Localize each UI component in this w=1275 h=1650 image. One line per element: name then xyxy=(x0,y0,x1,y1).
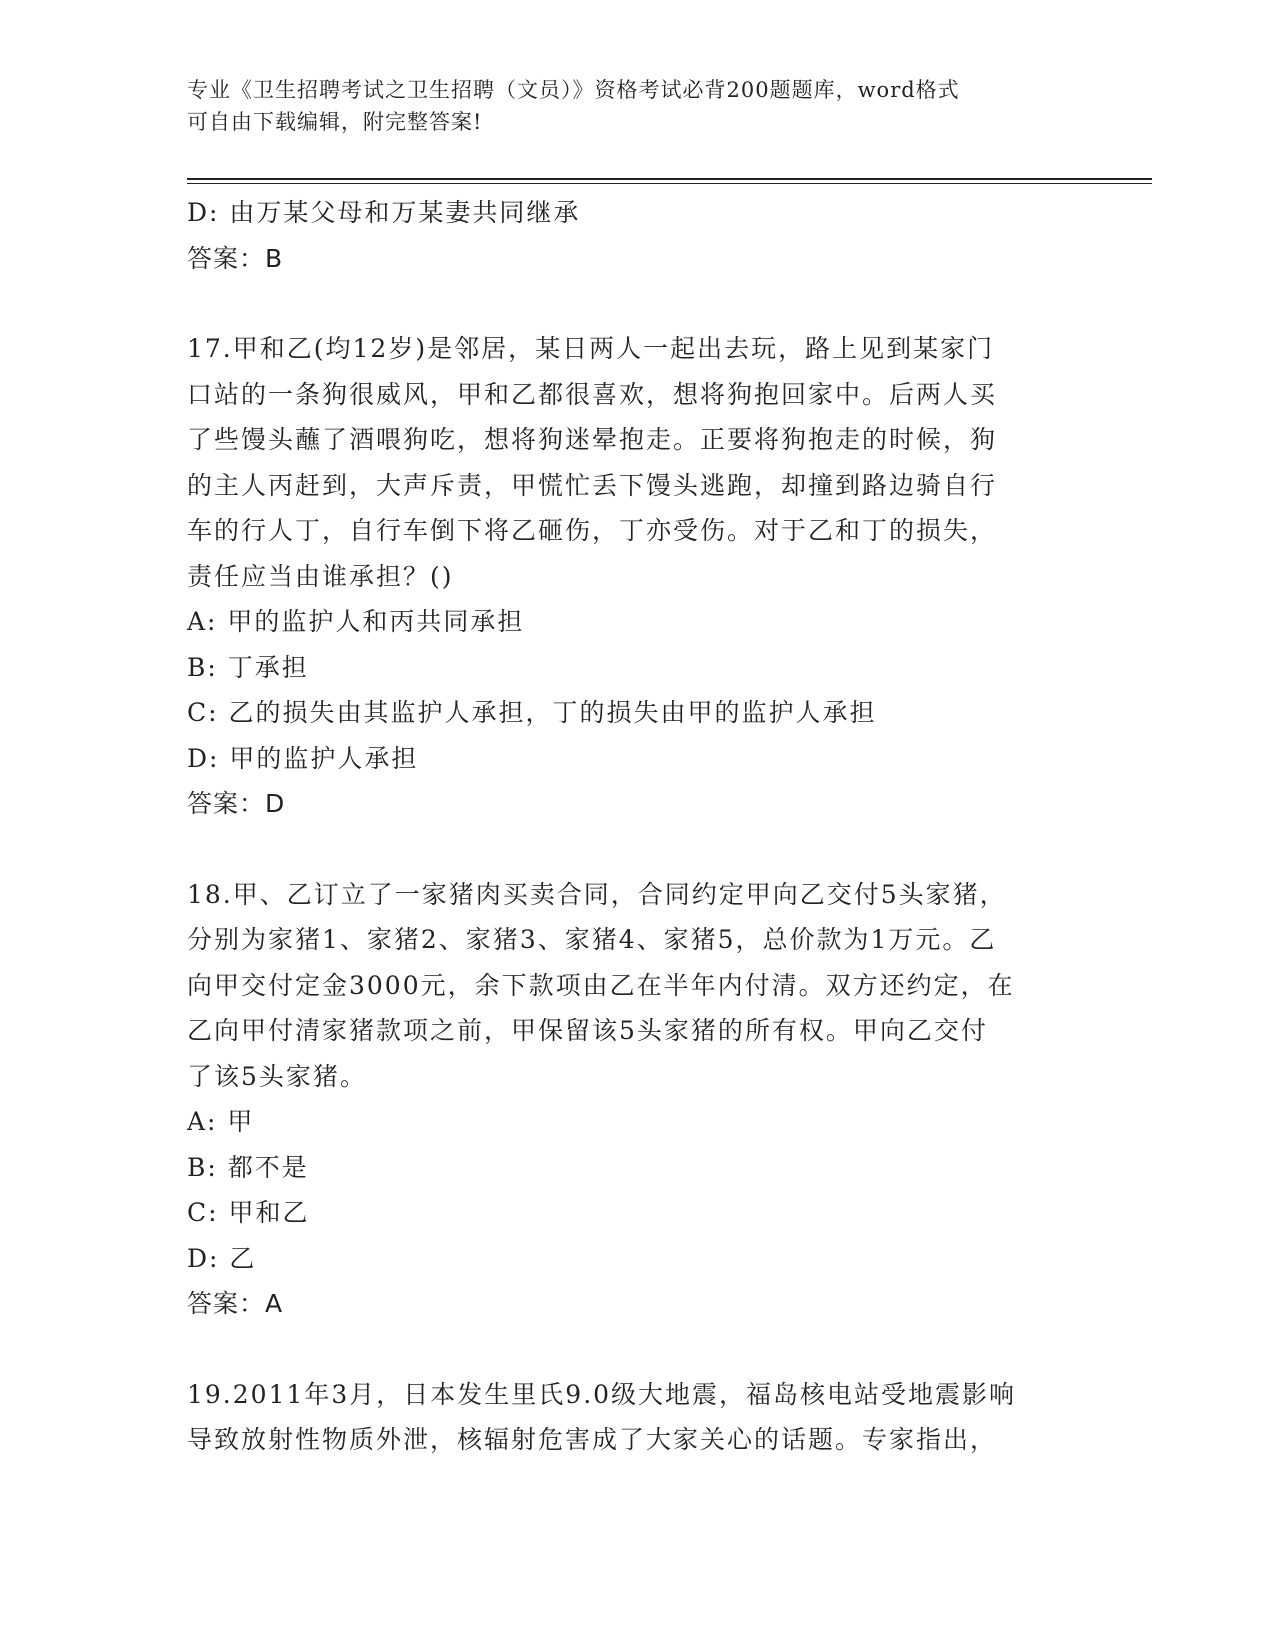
question-17 xyxy=(187,326,1087,827)
option-a: A: 甲 xyxy=(187,1107,255,1136)
header-line-2: 可自由下载编辑，附完整答案! xyxy=(187,110,483,134)
option-c: C: 甲和乙 xyxy=(187,1198,310,1227)
question-16-tail xyxy=(187,190,1087,281)
document-header xyxy=(187,74,1087,138)
question-19 xyxy=(187,1372,1087,1463)
answer: 答案：D xyxy=(187,789,286,818)
question-stem-line: 口站的一条狗很威风，甲和乙都很喜欢，想将狗抱回家中。后两人买 xyxy=(187,379,998,409)
question-stem-line: 车的行人丁，自行车倒下将乙砸伤，丁亦受伤。对于乙和丁的损失， xyxy=(187,516,998,545)
question-stem-line: 责任应当由谁承担？() xyxy=(187,561,454,591)
question-18 xyxy=(187,872,1087,1327)
question-stem-line: 分别为家猪1、家猪2、家猪3、家猪4、家猪5，总价款为1万元。乙 xyxy=(187,925,997,954)
answer: 答案：B xyxy=(187,243,284,273)
question-stem-line: 导致放射性物质外泄，核辐射危害成了大家关心的话题。专家指出， xyxy=(187,1425,998,1454)
header-rule-thin xyxy=(187,183,1152,184)
option-a: A: 甲的监护人和丙共同承担 xyxy=(187,607,525,636)
option-b: B: 丁承担 xyxy=(187,652,309,682)
question-stem-line: 的主人丙赶到，大声斥责，甲慌忙丢下馒头逃跑，却撞到路边骑自行 xyxy=(187,470,998,500)
question-stem-line: 了该5头家猪。 xyxy=(187,1061,367,1091)
option-d: D: 甲的监护人承担 xyxy=(187,743,419,773)
option-b: B: 都不是 xyxy=(187,1152,309,1182)
answer: 答案：A xyxy=(187,1289,284,1318)
option-d: D: 乙 xyxy=(187,1243,257,1273)
option-c: C: 乙的损失由其监护人承担，丁的损失由甲的监护人承担 xyxy=(187,698,877,727)
question-stem-line: 18.甲、乙订立了一家猪肉买卖合同，合同约定甲向乙交付5头家猪， xyxy=(187,879,1007,909)
question-stem-line: 17.甲和乙(均12岁)是邻居，某日两人一起出去玩，路上见到某家门 xyxy=(187,334,995,363)
question-stem-line: 乙向甲付清家猪款项之前，甲保留该5头家猪的所有权。甲向乙交付 xyxy=(187,1016,988,1045)
question-stem-line: 19.2011年3月，日本发生里氏9.0级大地震，福岛核电站受地震影响 xyxy=(187,1379,1017,1409)
option-d: D: 由万某父母和万某妻共同继承 xyxy=(187,198,581,227)
document-body xyxy=(187,190,1087,1463)
header-line-1: 专业《卫生招聘考试之卫生招聘（文员）》资格考试必背200题题库，word格式 xyxy=(187,78,960,102)
question-stem-line: 了些馒头蘸了酒喂狗吃，想将狗迷晕抱走。正要将狗抱走的时候，狗 xyxy=(187,425,998,454)
header-rule-thick xyxy=(187,178,1152,180)
question-stem-line: 向甲交付定金3000元，余下款项由乙在半年内付清。双方还约定，在 xyxy=(187,970,1015,1000)
